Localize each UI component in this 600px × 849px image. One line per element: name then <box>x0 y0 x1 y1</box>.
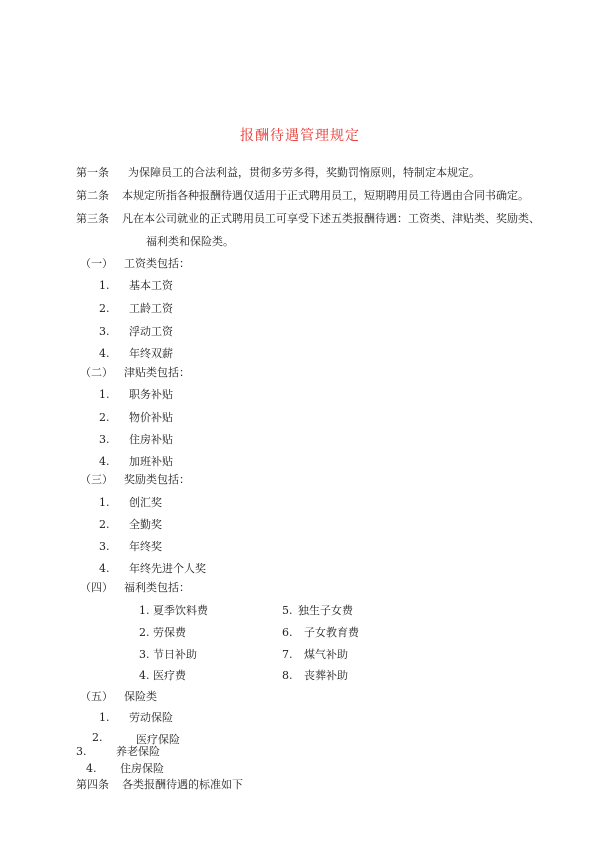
section-5-item-3-number: 3. <box>76 745 87 758</box>
article-4-text: 各类报酬待遇的标准如下 <box>122 778 243 791</box>
section-3-item-2-text: 全勤奖 <box>129 518 162 531</box>
section-5-item-1-number: 1. <box>99 711 110 724</box>
section-3-item-1-number: 1. <box>99 496 110 509</box>
section-5-number: （五） <box>80 690 113 703</box>
section-4-right-item-3-number: 7. <box>282 648 293 661</box>
section-3-item-4-number: 4. <box>99 562 110 575</box>
section-5-item-4-number: 4. <box>86 762 97 775</box>
section-1-item-2-number: 2. <box>99 302 110 315</box>
article-4-label: 第四条 <box>76 778 109 791</box>
article-1-text: 为保障员工的合法利益，贯彻多劳多得，奖勤罚惰原则，特制定本规定。 <box>128 166 480 179</box>
section-4-heading: 福利类包括： <box>124 581 190 594</box>
section-5-item-2-text: 医疗保险 <box>136 733 180 746</box>
section-2-item-1-number: 1. <box>99 388 110 401</box>
article-3-label: 第三条 <box>76 212 109 225</box>
section-3-item-3-text: 年终奖 <box>129 540 162 553</box>
section-4-right-item-1-number: 5. <box>282 604 293 617</box>
section-4-left-item-2-number: 2. <box>139 626 150 639</box>
section-4-right-item-3-text: 煤气补助 <box>304 648 348 661</box>
section-3-number: （三） <box>80 473 113 486</box>
section-2-item-4-text: 加班补贴 <box>129 455 173 468</box>
section-2-item-3-text: 住房补贴 <box>129 433 173 446</box>
section-5-item-2-number: 2. <box>92 731 103 744</box>
section-5-heading: 保险类 <box>124 690 157 703</box>
section-5-item-3-text: 养老保险 <box>116 745 160 758</box>
section-4-left-item-3-text: 节日补助 <box>153 648 197 661</box>
section-4-left-item-3-number: 3. <box>139 648 150 661</box>
section-1-heading: 工资类包括： <box>124 257 190 270</box>
section-1-item-4-text: 年终双薪 <box>129 347 173 360</box>
section-4-left-item-4-text: 医疗费 <box>153 669 186 682</box>
section-4-left-item-1-text: 夏季饮料费 <box>153 604 208 617</box>
section-1-item-4-number: 4. <box>99 347 110 360</box>
article-2-label: 第二条 <box>76 189 109 202</box>
section-4-left-item-2-text: 劳保费 <box>153 626 186 639</box>
section-2-item-2-text: 物价补贴 <box>129 411 173 424</box>
section-2-item-3-number: 3. <box>99 433 110 446</box>
section-1-item-3-text: 浮动工资 <box>129 325 173 338</box>
section-1-item-3-number: 3. <box>99 325 110 338</box>
section-4-right-item-2-number: 6. <box>282 626 293 639</box>
article-3-text: 凡在本公司就业的正式聘用员工可享受下述五类报酬待遇：工资类、津贴类、奖励类、 <box>122 212 540 225</box>
article-2-text: 本规定所指各种报酬待遇仅适用于正式聘用员工，短期聘用员工待遇由合同书确定。 <box>122 189 529 202</box>
section-1-number: （一） <box>80 257 113 270</box>
section-5-item-1-text: 劳动保险 <box>129 711 173 724</box>
section-4-number: （四） <box>80 581 113 594</box>
section-1-item-2-text: 工龄工资 <box>129 302 173 315</box>
section-4-right-item-4-text: 丧葬补助 <box>304 669 348 682</box>
section-5-item-4-text: 住房保险 <box>120 762 164 775</box>
section-4-right-item-4-number: 8. <box>282 669 293 682</box>
section-3-heading: 奖励类包括： <box>124 473 190 486</box>
section-2-item-1-text: 职务补贴 <box>129 388 173 401</box>
section-1-item-1-text: 基本工资 <box>129 279 173 292</box>
section-2-heading: 津贴类包括： <box>124 366 190 379</box>
document-title: 报酬待遇管理规定 <box>240 128 360 144</box>
section-3-item-2-number: 2. <box>99 518 110 531</box>
section-2-item-2-number: 2. <box>99 411 110 424</box>
section-4-right-item-1-text: 独生子女费 <box>298 604 353 617</box>
section-3-item-1-text: 创汇奖 <box>129 496 162 509</box>
article-3-text-continued: 福利类和保险类。 <box>146 235 234 248</box>
section-1-item-1-number: 1. <box>99 279 110 292</box>
section-2-item-4-number: 4. <box>99 455 110 468</box>
section-2-number: （二） <box>80 366 113 379</box>
article-1-label: 第一条 <box>76 166 109 179</box>
section-4-right-item-2-text: 子女教育费 <box>304 626 359 639</box>
section-4-left-item-1-number: 1. <box>139 604 150 617</box>
section-3-item-3-number: 3. <box>99 540 110 553</box>
section-4-left-item-4-number: 4. <box>139 669 150 682</box>
section-3-item-4-text: 年终先进个人奖 <box>129 562 206 575</box>
